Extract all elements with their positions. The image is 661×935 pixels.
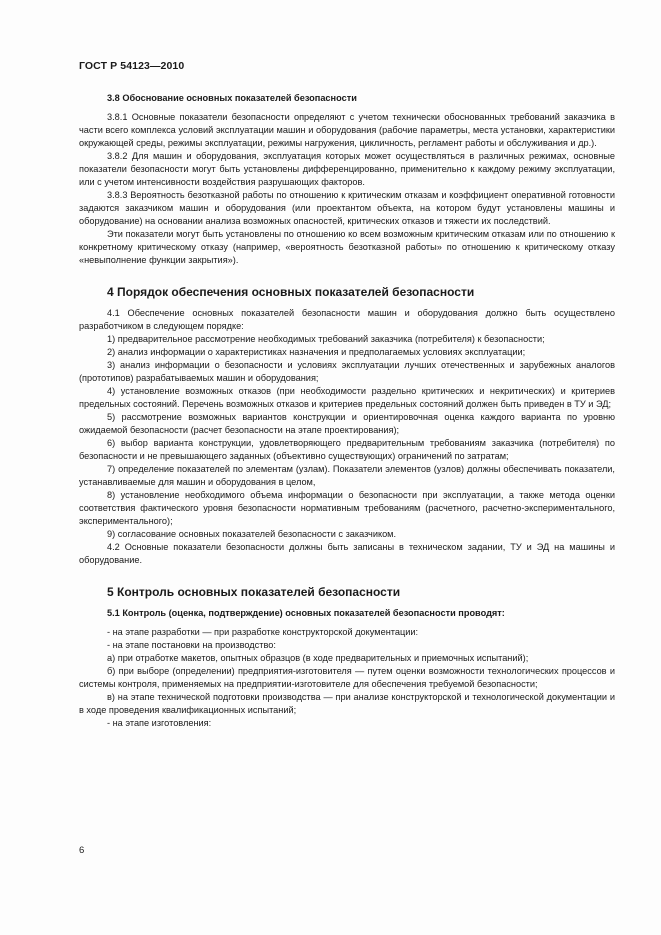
- list-item: 8) установление необходимого объема информации о безопасности при эксплуатации, а также метода оценки соответствия фактического уровня безопасности нормативным требованиям (расчетного, расчетно-экспериментального, экспериментального);: [79, 490, 615, 526]
- list-item: 6) выбор варианта конструкции, удовлетворяющего предварительным требованиям заказчика (потребителя) по безопасности и не превышающего заданных (объективно существующих) ограничений по затратам;: [79, 438, 615, 461]
- paragraph-3-8-3: 3.8.3 Вероятность безотказной работы по отношению к критическим отказам и коэффициент оперативной готовности задаются заказчиком машин и оборудования (или проектантом объекта, на котором будут установлены машины и оборудование) на основании анализа возможных опасностей, критических отказов и тяжести их последствий.: [79, 190, 615, 226]
- list-item: - на этапе изготовления:: [107, 718, 212, 728]
- list-item: 3) анализ информации о безопасности и условиях эксплуатации лучших отечественных и зарубежных аналогов (прототипов) разрабатываемых машин и оборудования;: [79, 360, 615, 383]
- subsection-heading-5-1: 5.1 Контроль (оценка, подтверждение) основных показателей безопасности проводят:: [107, 608, 505, 618]
- page-number: 6: [79, 845, 85, 856]
- paragraph-3-8-2: 3.8.2 Для машин и оборудования, эксплуатация которых может осуществляться в различных режимах, основные показатели безопасности могут быть установлены дифференцированно, применительно к каждому режиму эксплуатации, или с учетом интенсивности воздействия разрушающих факторов.: [79, 151, 615, 187]
- list-item: - на этапе постановки на производство:: [107, 640, 276, 650]
- paragraph-3-8-1: 3.8.1 Основные показатели безопасности определяют с учетом технически обоснованных требований заказчика в части всего комплекса условий эксплуатации машин и оборудования (рабочие параметры, места установки, характеристики окружающей среды, режимы эксплуатации, режимы нагружения, цикличность, регламент работы и обслуживания и др.).: [79, 112, 615, 148]
- list-item: в) на этапе технической подготовки производства — при анализе конструкторской и технологической документации и в ходе проведения квалификационных испытаний;: [79, 692, 615, 715]
- list-item: 5) рассмотрение возможных вариантов конструкции и ориентировочная оценка каждого варианта по уровню ожидаемой безопасности (расчет безопасности на этапе проектирования);: [79, 412, 615, 435]
- list-item: б) при выборе (определении) предприятия-изготовителя — путем оценки возможности технологических процессов и системы контроля, применяемых на предприятии-изготовителе для обеспечения требуемой безопасности;: [79, 666, 615, 689]
- list-item: 7) определение показателей по элементам (узлам). Показатели элементов (узлов) должны обеспечивать показатели, устанавливаемые для машин и оборудования в целом,: [79, 464, 615, 487]
- section-heading-4: 4 Порядок обеспечения основных показателей безопасности: [107, 285, 475, 299]
- list-item: 9) согласование основных показателей безопасности с заказчиком.: [107, 529, 397, 539]
- list-item: а) при отработке макетов, опытных образцов (в ходе предварительных и приемочных испытаний);: [107, 653, 529, 663]
- list-item: 2) анализ информации о характеристиках назначения и предполагаемых условиях эксплуатации;: [107, 347, 526, 357]
- list-item: 1) предварительное рассмотрение необходимых требований заказчика (потребителя) к безопасности;: [107, 334, 545, 344]
- standard-header: ГОСТ Р 54123—2010: [79, 60, 185, 72]
- subsection-heading-3-8: 3.8 Обоснование основных показателей безопасности: [107, 93, 357, 103]
- list-item: 4) установление возможных отказов (при необходимости раздельно критических и некритических) и критериев предельных состояний. Перечень возможных отказов и критериев предельных состояний должен быть приведен в ТУ и ЭД;: [79, 386, 615, 409]
- paragraph-4-1: 4.1 Обеспечение основных показателей безопасности машин и оборудования должно быть осуществлено разработчиком в следующем порядке:: [79, 308, 615, 331]
- paragraph-3-8-3-note: Эти показатели могут быть установлены по отношению ко всем возможным критическим отказам или по отношению к конкретному критическому отказу (например, «вероятность безотказной работы» по отношению к критическому отказу «невыполнение функции закрытия»).: [79, 229, 615, 265]
- section-heading-5: 5 Контроль основных показателей безопасности: [107, 585, 401, 599]
- page-content: [79, 92, 615, 730]
- list-item: - на этапе разработки — при разработке конструкторской документации:: [107, 627, 419, 637]
- paragraph-4-2: 4.2 Основные показатели безопасности должны быть записаны в техническом задании, ТУ и ЭД на машины и оборудование.: [79, 542, 615, 565]
